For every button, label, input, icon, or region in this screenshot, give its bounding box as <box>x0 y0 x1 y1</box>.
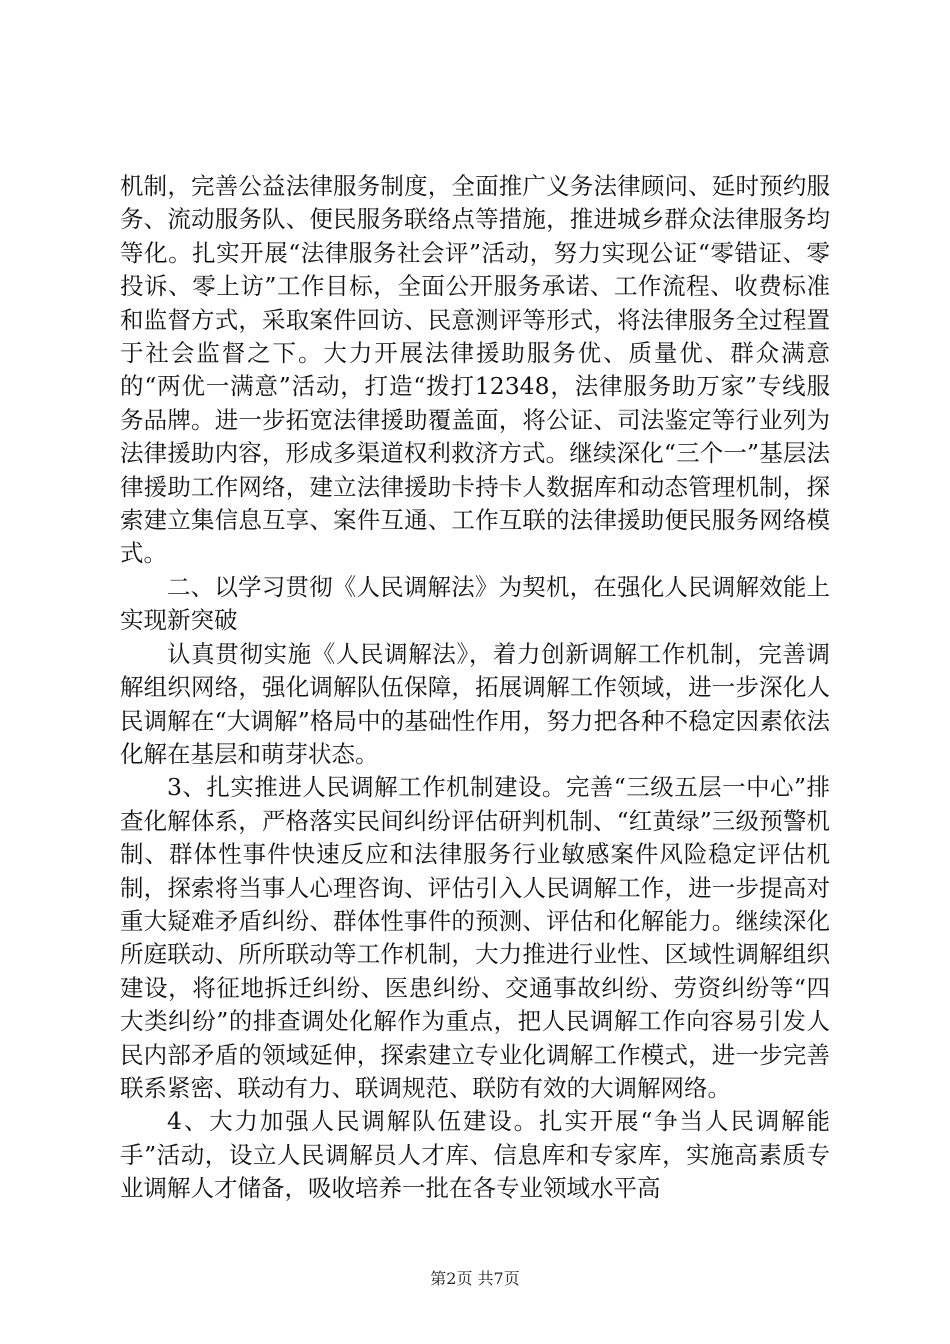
document-body <box>120 170 830 1206</box>
paragraph-continuation: 机制，完善公益法律服务制度，全面推广义务法律顾问、延时预约服务、流动服务队、便民服务联络点等措施，推进城乡群众法律服务均等化。扎实开展“法律服务社会评”活动，努力实现公证“零错证、零投诉、零上访”工作目标，全面公开服务承诺、工作流程、收费标准和监督方式，采取案件回访、民意测评等形式，将法律服务全过程置于社会监督之下。大力开展法律援助服务优、质量优、群众满意的“两优一满意”活动，打造“拨打12348，法律服务助万家”专线服务品牌。进一步拓宽法律援助覆盖面，将公证、司法鉴定等行业列为法律援助内容，形成多渠道权利救济方式。继续深化“三个一”基层法律援助工作网络，建立法律援助卡持卡人数据库和动态管理机制，探索建立集信息互享、案件互通、工作互联的法律援助便民服务网络模式。 <box>120 172 830 568</box>
paragraph-item-3: 3、扎实推进人民调解工作机制建设。完善“三级五层一中心”排查化解体系，严格落实民间纠纷评估研判机制、“红黄绿”三级预警机制、群体性事件快速反应和法律服务行业敏感案件风险稳定评估机制，探索将当事人心理咨询、评估引入人民调解工作，进一步提高对重大疑难矛盾纠纷、群体性事件的预测、评估和化解能力。继续深化所庭联动、所所联动等工作机制，大力推进行业性、区域性调解组织建设，将征地拆迁纠纷、医患纠纷、交通事故纠纷、劳资纠纷等“四大类纠纷”的排查调处化解作为重点，把人民调解工作向容易引发人民内部矛盾的领域延伸，探索建立专业化调解工作模式，进一步完善联系紧密、联动有力、联调规范、联防有效的大调解网络。 <box>120 773 830 1102</box>
page-footer: 第2页 共7页 <box>430 1269 520 1288</box>
paragraph-item-4: 4、大力加强人民调解队伍建设。扎实开展“争当人民调解能手”活动，设立人民调解员人才库、信息库和专家库，实施高素质专业调解人才储备，吸收培养一批在各专业领域水平高 <box>120 1107 830 1203</box>
section-heading: 二、以学习贯彻《人民调解法》为契机，在强化人民调解效能上实现新突破 <box>120 572 830 635</box>
paragraph-intro: 认真贯彻实施《人民调解法》，着力创新调解工作机制，完善调解组织网络，强化调解队伍保障，拓展调解工作领域，进一步深化人民调解在“大调解”格局中的基础性作用，努力把各种不稳定因素依法化解在基层和萌芽状态。 <box>120 639 830 768</box>
